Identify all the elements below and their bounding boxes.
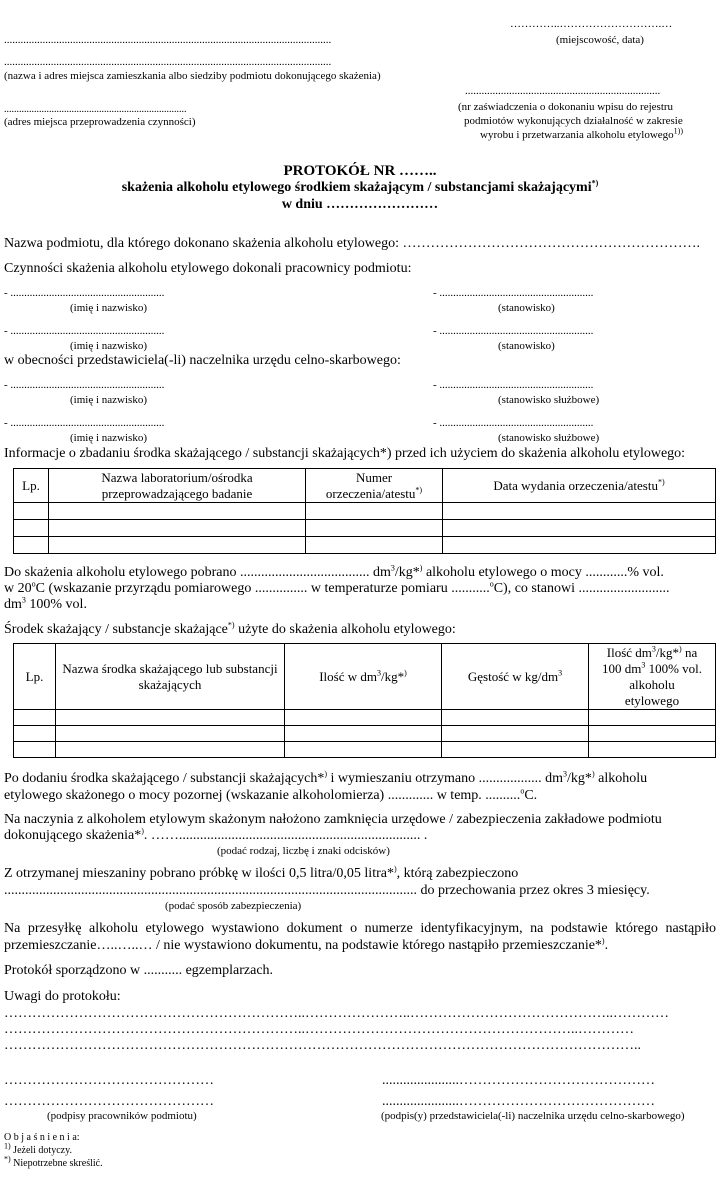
footnotes-heading: O b j a ś n i e n i a: xyxy=(4,1132,80,1143)
th-lp: Lp. xyxy=(14,469,49,503)
sample-taken-line-2[interactable]: ...................................................................................................................... do przechowania przez okres 3 miesięcy. xyxy=(4,883,650,898)
entity-line1-dots[interactable]: ....................................................................................................................... xyxy=(4,34,332,46)
seals-line-1: Na naczynia z alkoholem etylowym skażonym nałożono zamknięcia urzędowe / zabezpieczenia zakładowe podmiotu xyxy=(4,812,662,827)
worker2-name-caption: (imię i nazwisko) xyxy=(70,340,147,352)
footnote-1: $^{1)}$ Jeżeli dotyczy. xyxy=(4,1141,72,1156)
table1-intro: Informacje o zbadaniu środka skażającego / substancji skażających*) przed ich użyciem do skażenia alkoholu etylowego: xyxy=(4,446,686,461)
official-signature-1[interactable]: ......................…………………………………… xyxy=(382,1073,655,1088)
registry-dots[interactable]: ....................................................................... xyxy=(465,85,661,97)
entity-name-line[interactable]: Nazwa podmiotu, dla którego dokonano skażenia alkoholu etylowego: ………………………………………………………. xyxy=(4,236,701,251)
worker1-name-field[interactable]: - ........................................................ xyxy=(4,287,165,299)
result-line-1[interactable]: Po dodaniu środka skażającego / substancji skażających*) i wymieszaniu otrzymano .................. $dm^3/kg*^)$ alkoholu xyxy=(4,769,648,786)
presence-line: w obecności przedstawiciela(-li) naczelnika urzędu celno-skarbowego: xyxy=(4,353,401,368)
title-date: w dniu …………………… xyxy=(281,197,439,212)
th-amount-per-100: Ilość $dm^3/kg*^)$ na 100 $dm^3$ 100% vol. alkoholu etylowego xyxy=(589,644,716,710)
official2-name-field[interactable]: - ........................................................ xyxy=(4,417,165,429)
th-lp: Lp. xyxy=(14,644,56,710)
title-subject: skażenia alkoholu etylowego środkiem skażającym / substancjami skażającymi*) xyxy=(121,178,599,195)
official2-name-caption: (imię i nazwisko) xyxy=(70,432,147,444)
th-quantity: Ilość w $dm^3/kg*^)$ xyxy=(285,644,442,710)
table-row[interactable] xyxy=(14,710,716,726)
place-dots[interactable]: ......................................................................... xyxy=(4,104,187,115)
table-row[interactable] xyxy=(14,742,716,758)
sample-line-3[interactable]: $dm^3$ 100% vol. xyxy=(4,595,87,612)
remarks-label: Uwagi do protokołu: xyxy=(4,989,121,1004)
official-signature-2[interactable]: ......................…………………………………… xyxy=(382,1094,655,1109)
place-date-caption: (miejscowość, data) xyxy=(556,34,644,46)
remarks-line-1[interactable]: ………………………………………………………..…………………..……………………………………..………… xyxy=(4,1006,669,1021)
worker2-position-field[interactable]: - ........................................................ xyxy=(433,325,594,337)
sample-line-1[interactable]: Do skażenia alkoholu etylowego pobrano ..................................... $dm^3/kg*^)$ alkoholu etylowego o mocy ............% vol. xyxy=(4,563,664,580)
official1-position-field[interactable]: - ........................................................ xyxy=(433,379,594,391)
place-caption: (adres miejsca przeprowadzenia czynności) xyxy=(4,116,196,128)
official1-position-caption: (stanowisko służbowe) xyxy=(498,394,600,406)
copies-line[interactable]: Protokół sporządzono w ........... egzemplarzach. xyxy=(4,963,274,978)
official1-name-field[interactable]: - ........................................................ xyxy=(4,379,165,391)
remarks-line-3[interactable]: ……………………………………………………………………………………………………………………….. xyxy=(4,1038,641,1053)
seals-caption: (podać rodzaj, liczbę i znaki odcisków) xyxy=(217,845,390,857)
th-laboratory: Nazwa laboratorium/ośrodka przeprowadzającego badanie xyxy=(49,469,306,503)
place-date-dots[interactable]: …………..……………………….… xyxy=(510,18,673,30)
worker-signature-1[interactable]: ……………………………………… xyxy=(4,1073,214,1088)
sample-line-2[interactable]: w 20$^o$C (wskazanie przyrządu pomiarowego ............... w temperaturze pomiaru ...........$^o$C), co stanowi .......................... xyxy=(4,579,670,596)
th-certificate-number: Numer orzeczenia/atestu*) xyxy=(306,469,443,503)
worker-signature-caption: (podpisy pracowników podmiotu) xyxy=(47,1110,197,1122)
worker-signature-2[interactable]: ……………………………………… xyxy=(4,1094,214,1109)
official1-name-caption: (imię i nazwisko) xyxy=(70,394,147,406)
sample-taken-caption: (podać sposób zabezpieczenia) xyxy=(165,900,302,912)
worker2-position-caption: (stanowisko) xyxy=(498,340,555,352)
table-row[interactable] xyxy=(14,726,716,742)
result-line-2[interactable]: etylowego skażonego o mocy pozornej (wskazanie alkoholomierza) ............. w temp. ..........$^o$C. xyxy=(4,786,538,803)
registry-caption-2: podmiotów wykonujących działalność w zakresie xyxy=(464,115,683,127)
workers-intro: Czynności skażenia alkoholu etylowego dokonali pracownicy podmiotu: xyxy=(4,261,412,276)
th-certificate-date: Data wydania orzeczenia/atestu*) xyxy=(443,469,716,503)
remarks-line-2[interactable]: ………………………………………………………..…………………………………………………..………… xyxy=(4,1022,634,1037)
official-signature-caption: (podpis(y) przedstawiciela(-li) naczelnika urzędu celno-skarbowego) xyxy=(381,1110,685,1122)
lab-tests-table xyxy=(13,468,716,554)
entity-line2-dots[interactable]: ....................................................................................................................... xyxy=(4,56,332,68)
denaturant-table xyxy=(13,643,716,758)
table-row[interactable] xyxy=(14,537,716,554)
th-density: Gęstość w $kg/dm^3$ xyxy=(442,644,589,710)
registry-caption-1: (nr zaświadczenia o dokonaniu wpisu do rejestru xyxy=(458,101,674,113)
table-row[interactable] xyxy=(14,520,716,537)
table2-intro: Środek skażający / substancje skażające*) użyte do skażenia alkoholu etylowego: xyxy=(4,620,456,637)
seals-line-2[interactable]: dokonującego skażenia*). ……..................................................................... . xyxy=(4,826,428,843)
entity-caption: (nazwa i adres miejsca zamieszkania albo siedziby podmiotu dokonującego skażenia) xyxy=(4,70,381,82)
document-line-1: Na przesyłkę alkoholu etylowego wystawiono dokument o numerze identyfikacyjnym, na podstawie którego nastąpiło xyxy=(4,921,716,936)
worker1-position-caption: (stanowisko) xyxy=(498,302,555,314)
title-protocol-number: PROTOKÓŁ NR …….. xyxy=(283,163,437,179)
worker1-name-caption: (imię i nazwisko) xyxy=(70,302,147,314)
official2-position-caption: (stanowisko służbowe) xyxy=(498,432,600,444)
worker1-position-field[interactable]: - ........................................................ xyxy=(433,287,594,299)
table-row[interactable] xyxy=(14,503,716,520)
sample-taken-line-1: Z otrzymanej mieszaniny pobrano próbkę w ilości 0,5 litra/0,05 litra*), którą zabezpieczono xyxy=(4,864,519,881)
worker2-name-field[interactable]: - ........................................................ xyxy=(4,325,165,337)
official2-position-field[interactable]: - ........................................................ xyxy=(433,417,594,429)
footnote-2: *) Niepotrzebne skreślić. xyxy=(4,1154,103,1169)
document-line-2[interactable]: przemieszczanie…..…..… / nie wystawiono dokumentu, na podstawie którego nastąpiło przemieszczanie*). xyxy=(4,936,609,953)
registry-caption-3: wyrobu i przetwarzania alkoholu etylowego$^{1))}$ xyxy=(480,126,683,141)
th-denaturant-name: Nazwa środka skażającego lub substancji skażających xyxy=(56,644,285,710)
